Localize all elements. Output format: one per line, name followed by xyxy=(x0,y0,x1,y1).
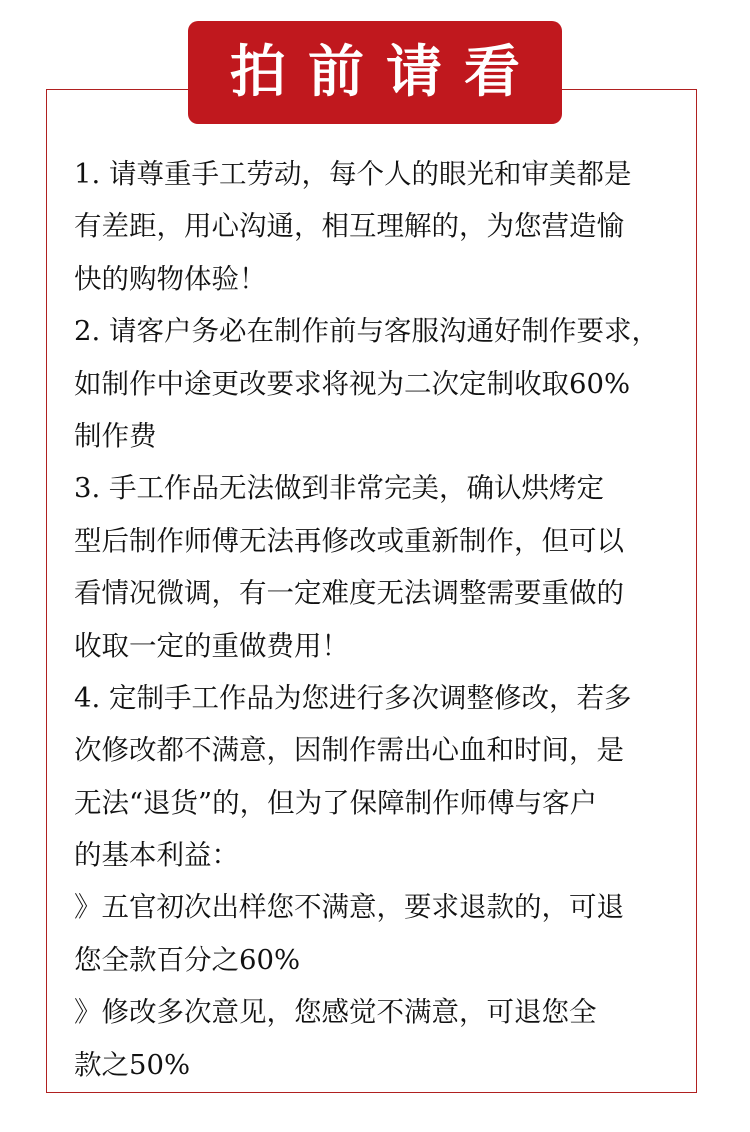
page-title: 拍前请看 xyxy=(230,39,542,105)
notice-line: 的基本利益： xyxy=(74,839,239,872)
notice-line: 快的购物体验！ xyxy=(74,262,267,295)
notice-line: 4. 定制手工作品为您进行多次调整修改，若多 xyxy=(74,681,632,714)
notice-line: 2. 请客户务必在制作前与客服沟通好制作要求， xyxy=(74,315,659,348)
notice-line: 次修改都不满意，因制作需出心血和时间，是 xyxy=(74,734,624,767)
notice-line: 有差距，用心沟通，相互理解的，为您营造愉 xyxy=(74,210,624,243)
notice-line: 款之50% xyxy=(74,1048,191,1081)
notice-line: 制作费 xyxy=(74,419,157,452)
notice-line: 》五官初次出样您不满意，要求退款的，可退 xyxy=(74,891,624,924)
notice-line: 看情况微调，有一定难度无法调整需要重做的 xyxy=(74,577,624,610)
notice-line: 如制作中途更改要求将视为二次定制收取60% xyxy=(74,367,631,400)
notice-content xyxy=(74,148,694,1091)
notice-line: 您全款百分之60% xyxy=(74,943,301,976)
title-badge xyxy=(188,21,562,124)
notice-line: 收取一定的重做费用！ xyxy=(74,629,349,662)
notice-line: 型后制作师傅无法再修改或重新制作，但可以 xyxy=(74,524,624,557)
notice-line: 无法“退货”的，但为了保障制作师傅与客户 xyxy=(74,786,598,819)
notice-line: 》修改多次意见，您感觉不满意，可退您全 xyxy=(74,996,597,1029)
notice-line: 1. 请尊重手工劳动，每个人的眼光和审美都是 xyxy=(74,158,632,190)
notice-line: 3. 手工作品无法做到非常完美，确认烘烤定 xyxy=(74,472,604,505)
